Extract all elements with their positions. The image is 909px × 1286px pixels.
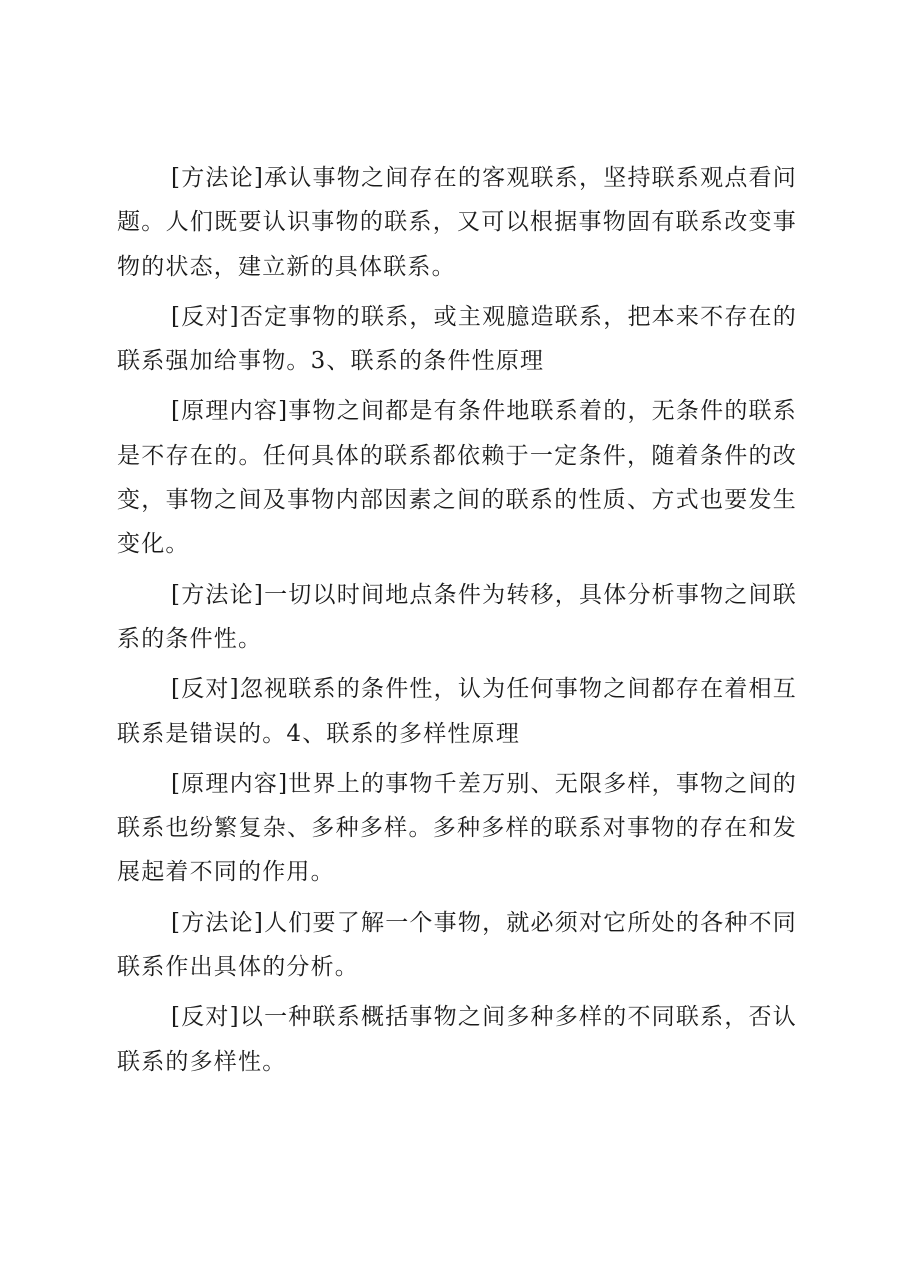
document-body (117, 156, 797, 1090)
paragraph-methodology-3: [方法论]人们要了解一个事物，就必须对它所处的各种不同联系作出具体的分析。 (117, 909, 797, 981)
paragraph-opposition-2: [反对]忽视联系的条件性，认为任何事物之间都存在着相互联系是错误的。4、联系的多样性原理 (117, 676, 797, 747)
paragraph-principle-conditionality: [原理内容]事物之间都是有条件地联系着的，无条件的联系是不存在的。任何具体的联系都依赖于一定条件，随着条件的改变，事物之间及事物内部因素之间的联系的性质、方式也要发生变化。 (117, 398, 797, 558)
paragraph-methodology-1: [方法论]承认事物之间存在的客观联系，坚持联系观点看问题。人们既要认识事物的联系，又可以根据事物固有联系改变事物的状态，建立新的具体联系。 (117, 165, 797, 280)
paragraph-methodology-2: [方法论]一切以时间地点条件为转移，具体分析事物之间联系的条件性。 (117, 581, 797, 652)
paragraph-opposition-1: [反对]否定事物的联系，或主观臆造联系，把本来不存在的联系强加给事物。3、联系的条件性原理 (117, 303, 797, 375)
paragraph-opposition-3: [反对]以一种联系概括事物之间多种多样的不同联系，否认联系的多样性。 (117, 1004, 797, 1075)
paragraph-principle-diversity: [原理内容]世界上的事物千差万别、无限多样，事物之间的联系也纷繁复杂、多种多样。多种多样的联系对事物的存在和发展起着不同的作用。 (117, 770, 797, 886)
